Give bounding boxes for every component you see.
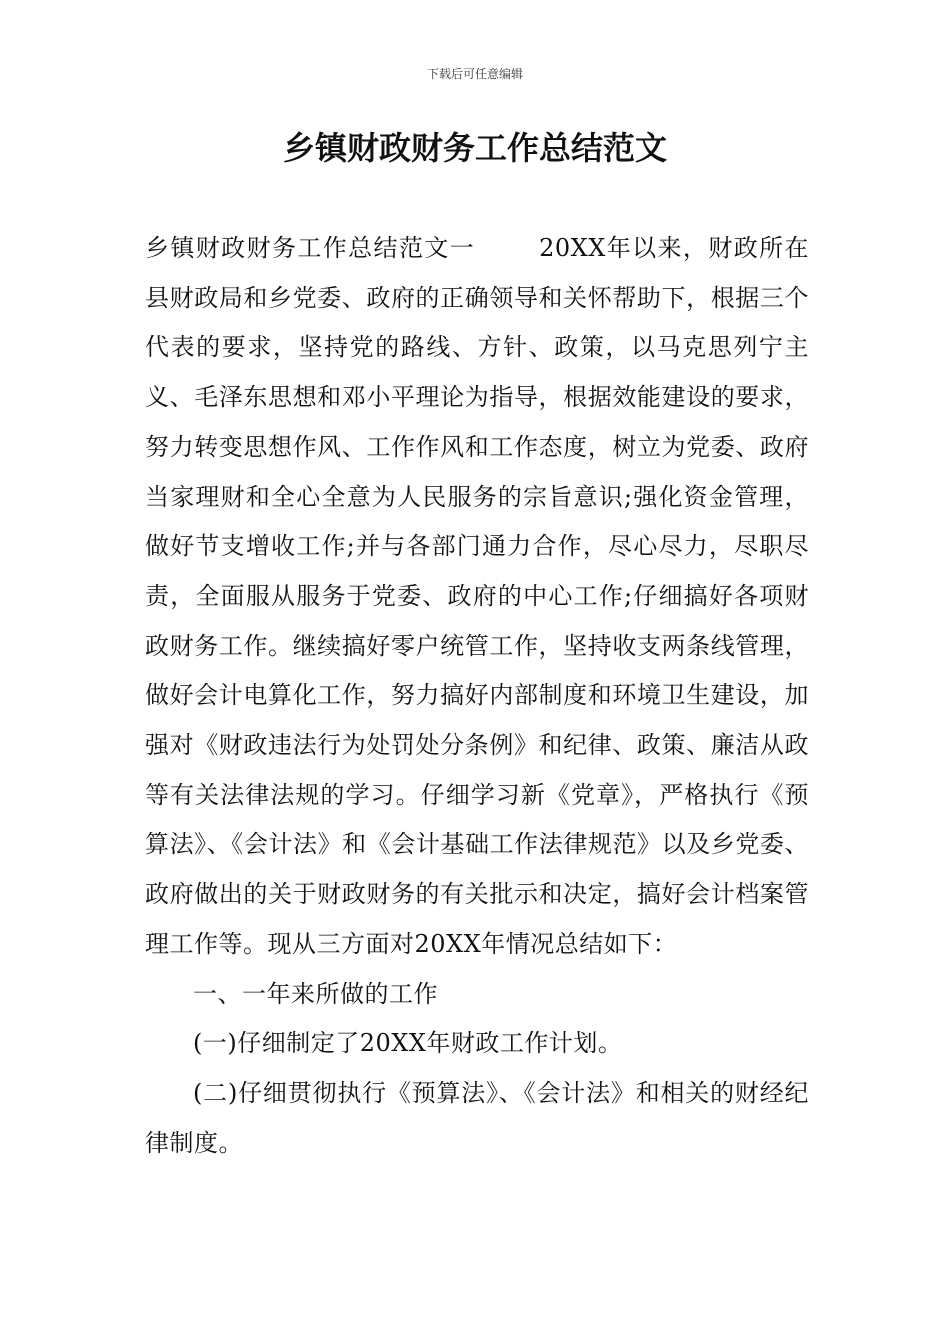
intro-text: 20XX年以来，财政所在县财政局和乡党委、政府的正确领导和关怀帮助下，根据三个代表的要求，坚持党的路线、方针、政策，以马克思列宁主义、毛泽东思想和邓小平理论为指导，根据效能建设的要求，努力转变思想作风、工作作风和工作态度，树立为党委、政府当家理财和全心全意为人民服务的宗旨意识;强化资金管理，做好节支增收工作;并与各部门通力合作，尽心尽力，尽职尽责，全面服从服务于党委、政府的中心工作;仔细搞好各项财政财务工作。继续搞好零户统管工作，坚持收支两条线管理，做好会计电算化工作，努力搞好内部制度和环境卫生建设，加强对《财政违法行为处罚处分条例》和纪律、政策、廉洁从政等有关法律法规的学习。仔细学习新《党章》，严格执行《预算法》、《会计法》和《会计基础工作法律规范》以及乡党委、政府做出的关于财政财务的有关批示和决定，搞好会计档案管理工作等。现从三方面对20XX年情况总结如下： [145,234,810,958]
document-title: 乡镇财政财务工作总结范文 [282,129,667,167]
header-note: 下载后可任意编辑 [426,67,523,81]
intro-paragraph [145,224,809,970]
section-heading: 一、一年来所做的工作 [193,979,438,1008]
list-item-1: (一)仔细制定了20XX年财政工作计划。 [193,1029,623,1058]
intro-lead: 乡镇财政财务工作总结范文一 [145,234,476,262]
list-item-2: (二)仔细贯彻执行《预算法》、《会计法》和相关的财经纪律制度。 [145,1078,809,1157]
document-body [145,224,809,1168]
